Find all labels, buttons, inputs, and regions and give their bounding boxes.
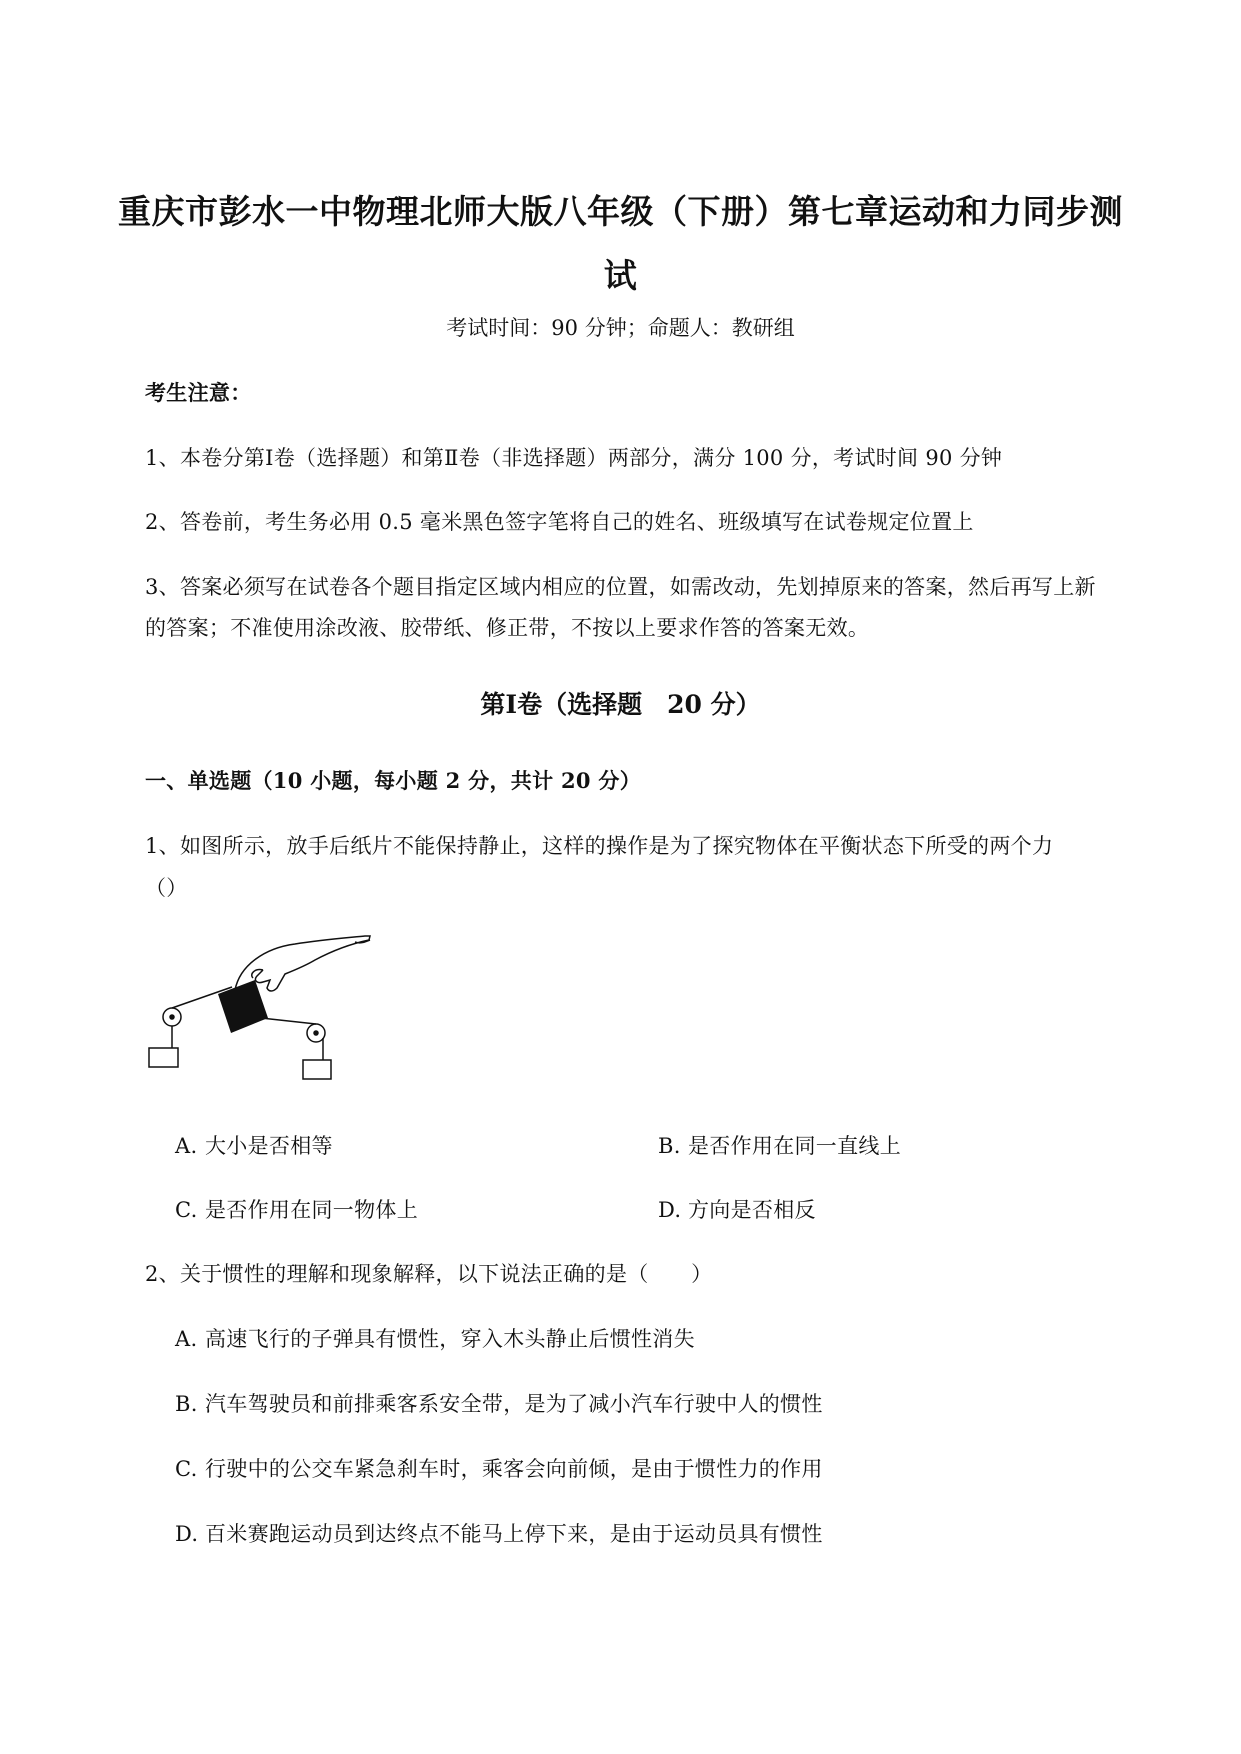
q1-option-c-letter: C.	[175, 1198, 198, 1222]
q2-option-d	[175, 1518, 823, 1548]
q2-option-a-letter: A.	[175, 1327, 198, 1351]
notice-item-3-cont: 的答案；不准使用涂改液、胶带纸、修正带，不按以上要求作答的答案无效。	[145, 616, 870, 640]
q2-option-b	[175, 1388, 823, 1418]
q2-option-b-text: 汽车驾驶员和前排乘客系安全带，是为了减小汽车行驶中人的惯性	[205, 1392, 823, 1416]
page-title-line2: 试	[603, 256, 638, 295]
q1-option-a	[175, 1130, 333, 1160]
notice-item-3: 3、答案必须写在试卷各个题目指定区域内相应的位置，如需改动，先划掉原来的答案，然后再写上新	[145, 575, 1096, 599]
q1-option-b	[658, 1130, 901, 1160]
section-title: 第Ⅰ卷（选择题 20 分）	[480, 690, 761, 719]
q2-option-c	[175, 1453, 823, 1483]
q2-option-c-text: 行驶中的公交车紧急刹车时，乘客会向前倾，是由于惯性力的作用	[205, 1457, 823, 1481]
q1-option-d-text: 方向是否相反	[688, 1198, 816, 1222]
q1-option-c	[175, 1194, 418, 1224]
q2-option-d-letter: D.	[175, 1522, 199, 1546]
question-1-stem-cont: （）	[145, 876, 188, 900]
exam-info: 考试时间：90 分钟；命题人：教研组	[446, 316, 795, 340]
q2-option-a	[175, 1323, 695, 1353]
q1-option-b-text: 是否作用在同一直线上	[688, 1134, 901, 1158]
question-1-stem: 1、如图所示，放手后纸片不能保持静止，这样的操作是为了探究物体在平衡状态下所受的两个力	[145, 834, 1054, 858]
notice-item-2: 2、答卷前，考生务必用 0.5 毫米黑色签字笔将自己的姓名、班级填写在试卷规定位置上	[145, 510, 974, 534]
part-heading: 一、单选题（10 小题，每小题 2 分，共计 20 分）	[145, 768, 642, 793]
pulley-card-figure	[145, 930, 385, 1080]
q1-option-a-letter: A.	[175, 1134, 198, 1158]
q1-option-c-text: 是否作用在同一物体上	[205, 1198, 418, 1222]
q2-option-a-text: 高速飞行的子弹具有惯性，穿入木头静止后惯性消失	[205, 1327, 695, 1351]
q2-option-c-letter: C.	[175, 1457, 198, 1481]
q2-option-b-letter: B.	[175, 1392, 198, 1416]
page-title-line1: 重庆市彭水一中物理北师大版八年级（下册）第七章运动和力同步测	[118, 192, 1123, 231]
q1-option-d-letter: D.	[658, 1198, 682, 1222]
q1-option-d	[658, 1194, 816, 1224]
notice-heading: 考生注意：	[145, 380, 252, 405]
q1-option-b-letter: B.	[658, 1134, 681, 1158]
q2-option-d-text: 百米赛跑运动员到达终点不能马上停下来，是由于运动员具有惯性	[205, 1522, 823, 1546]
notice-item-1: 1、本卷分第Ⅰ卷（选择题）和第Ⅱ卷（非选择题）两部分，满分 100 分，考试时间 90 分钟	[145, 446, 1003, 470]
question-2-stem: 2、关于惯性的理解和现象解释，以下说法正确的是（ ）	[145, 1262, 713, 1286]
q1-option-a-text: 大小是否相等	[205, 1134, 333, 1158]
